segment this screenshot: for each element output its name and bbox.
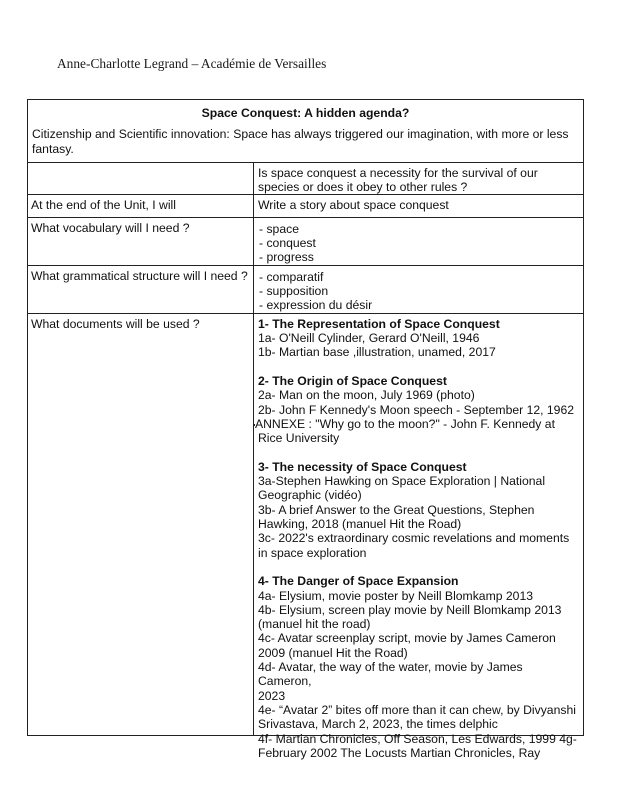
- author-header: Anne-Charlotte Legrand – Académie de Versailles: [57, 56, 327, 71]
- document-line: 2023: [258, 688, 286, 703]
- document-line: 2a- Man on the moon, July 1969 (photo): [258, 388, 475, 403]
- document-line: 1a- O'Neill Cylinder, Gerard O'Neill, 1946: [258, 331, 480, 346]
- documents-row: [28, 313, 583, 760]
- documents-label: What documents will be used ?: [28, 314, 254, 735]
- vocabulary-item: - space: [259, 221, 299, 236]
- table-title: Space Conquest: A hidden agenda?: [201, 106, 410, 120]
- document-line: 4e- “Avatar 2” bites off more than it can chew, by Divyanshi: [258, 702, 576, 717]
- end-of-unit-row: [28, 194, 583, 217]
- annex-text: ANNEXE : "Why go to the moon?" - John F. Kennedy at: [255, 416, 555, 431]
- document-line: 3a-Stephen Hawking on Space Exploration | National: [258, 474, 546, 489]
- section-title: 3- The necessity of Space Conquest: [258, 459, 467, 474]
- document-line: Hawking, 2018 (manuel Hit the Road): [258, 517, 462, 532]
- question-row-label: [28, 163, 254, 194]
- grammar-label: What grammatical structure will I need ?: [28, 266, 254, 313]
- section-title: 4- The Danger of Space Expansion: [258, 574, 459, 589]
- document-line: Rice University: [258, 431, 340, 446]
- document-line: Geographic (vidéo): [258, 488, 362, 503]
- document-line: 4f- Martian Chronicles, Off Season, Les Edwards, 1999 4g-: [258, 731, 577, 746]
- section-title: 1- The Representation of Space Conquest: [258, 316, 500, 331]
- vocabulary-item: - conquest: [259, 236, 316, 251]
- lesson-plan-table: [27, 99, 584, 760]
- document-line: in space exploration: [258, 545, 367, 560]
- document-section-2: [255, 374, 579, 446]
- problematic-question: Is space conquest a necessity for the survival of our species or does it obey to other rules ?: [258, 165, 538, 195]
- end-of-unit-label: At the end of the Unit, I will: [28, 195, 254, 217]
- vocabulary-item: - progress: [259, 250, 314, 265]
- grammar-item: - comparatif: [259, 269, 324, 284]
- title-cell-wrapper: [28, 100, 583, 162]
- document-line: 3c- 2022's extraordinary cosmic revelations and moments: [258, 531, 570, 546]
- document-line: Srivastava, March 2, 2023, the times delphic: [258, 717, 498, 732]
- document-line: February 2002 The Locusts Martian Chronicles, Ray: [258, 745, 541, 760]
- document-line: 4b- Elysium, screen play movie by Neill Blomkamp 2013: [258, 602, 562, 617]
- document-section-1: [258, 317, 579, 360]
- table-intro: Citizenship and Scientific innovation: Space has always triggered our imagination, with more or less fantasy.: [32, 127, 569, 156]
- document-section-3: [258, 460, 579, 560]
- document-line: 2009 (manuel Hit the Road): [258, 645, 408, 660]
- document-line: (manuel hit the road): [258, 617, 371, 632]
- document-line: 4a- Elysium, movie poster by Neill Blomkamp 2013: [258, 588, 534, 603]
- annex-line: [255, 417, 579, 431]
- document-section-4: [258, 574, 579, 760]
- vocabulary-label: What vocabulary will I need ?: [28, 218, 254, 265]
- document-line: 2b- John F Kennedy's Moon speech - September 12, 1962: [258, 402, 575, 417]
- grammar-item: - supposition: [259, 284, 329, 299]
- grammar-row: [28, 265, 583, 313]
- final-task: Write a story about space conquest: [258, 197, 449, 212]
- vocabulary-row: [28, 217, 583, 265]
- documents-list: [254, 314, 583, 760]
- grammar-item: - expression du désir: [259, 298, 373, 313]
- section-title: 2- The Origin of Space Conquest: [258, 374, 447, 389]
- document-line: 4c- Avatar screenplay script, movie by James Cameron: [258, 631, 556, 646]
- title-row: [28, 100, 583, 162]
- question-row: [28, 162, 583, 194]
- document-line: 4d- Avatar, the way of the water, movie by James Cameron,: [258, 660, 523, 689]
- grammar-list: [254, 266, 583, 313]
- vocabulary-list: [254, 218, 583, 265]
- document-line: 1b- Martian base ,illustration, unamed, 2017: [258, 345, 496, 360]
- document-line: 3b- A brief Answer to the Great Questions, Stephen: [258, 502, 535, 517]
